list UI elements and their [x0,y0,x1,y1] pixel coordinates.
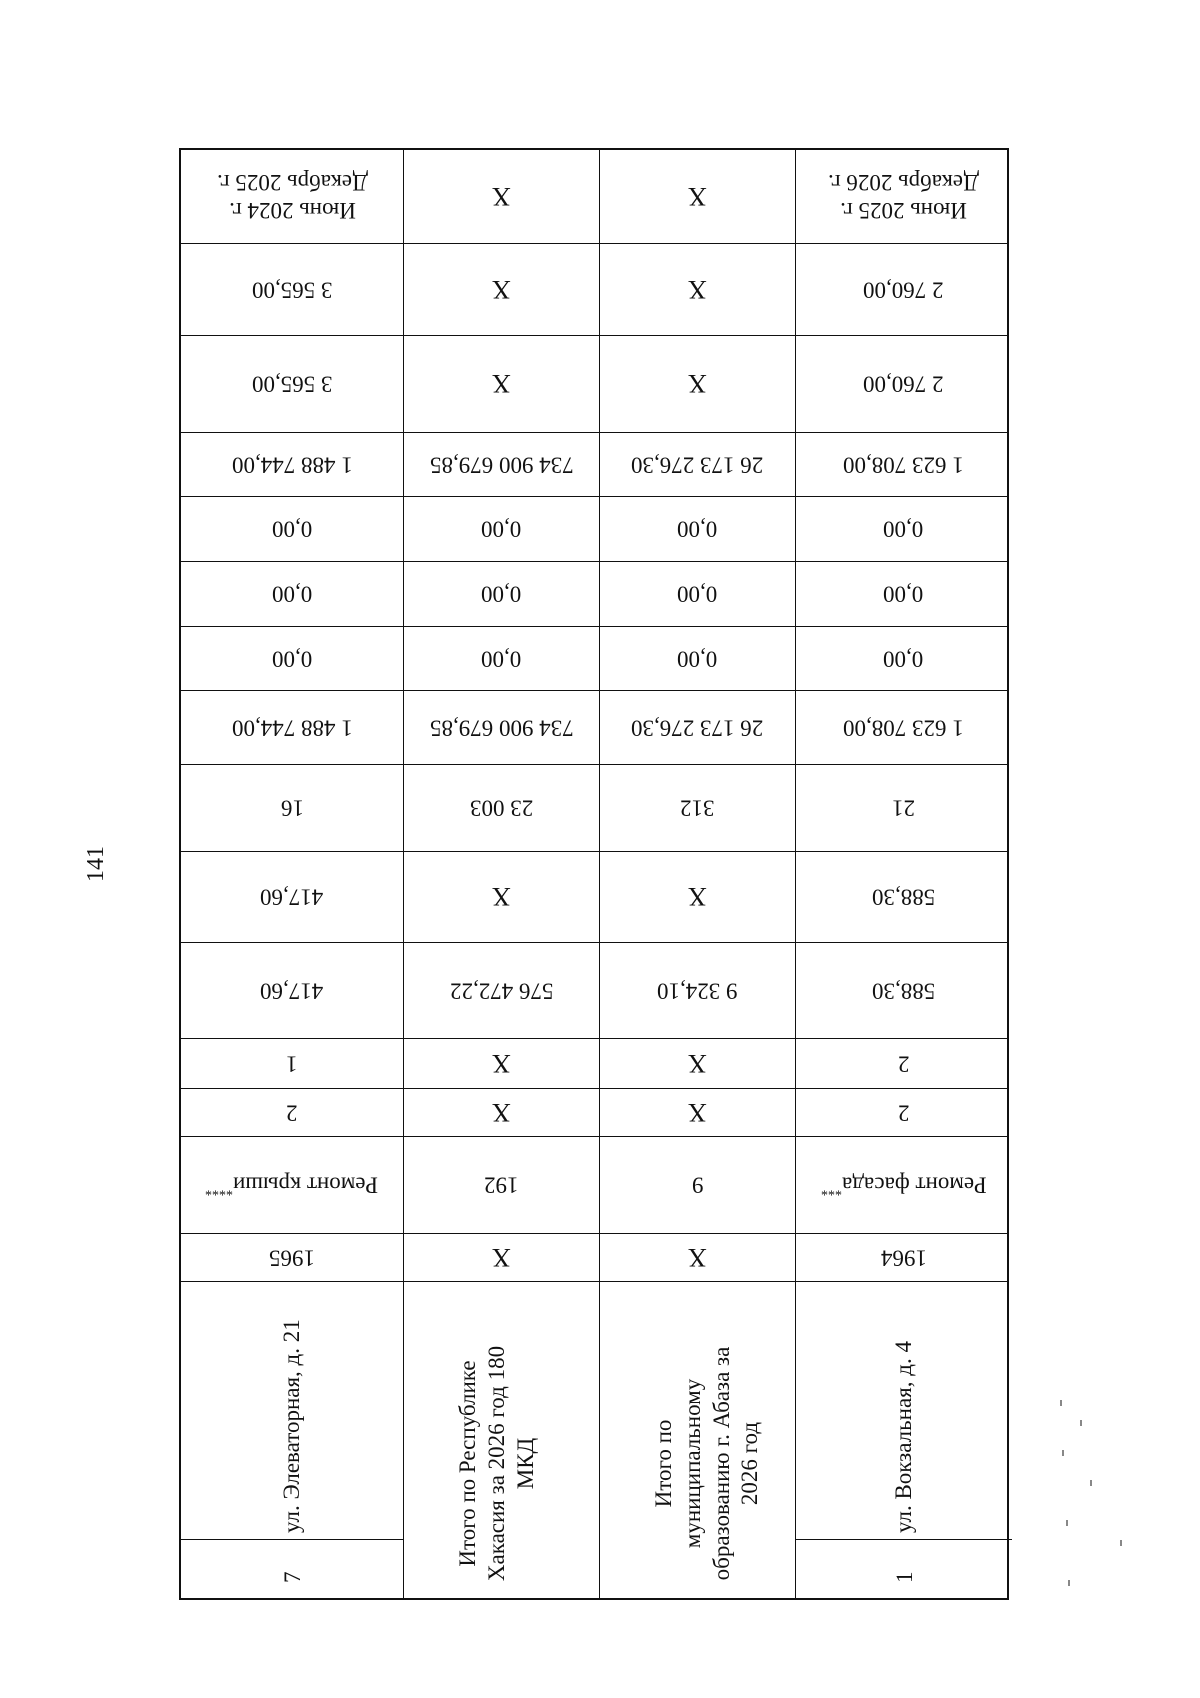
cost-zero-1-value: 0,00 [481,516,522,542]
table-cell [181,336,403,432]
work-type-label: 9 [691,1172,704,1198]
col-a-value: X [492,1098,511,1128]
table-cell [181,562,403,626]
table-cell [795,1089,1011,1136]
work-type-label: Ремонт крыши [233,1172,379,1198]
table-cell [181,1282,403,1598]
col-b-value: X [688,1049,707,1079]
table-cell [403,497,599,561]
table-cell [181,627,403,690]
cost-zero-3-value: 0,00 [883,646,924,672]
cost-total-value: 1 623 708,00 [843,452,964,478]
table-cell [599,1234,795,1281]
footnote-mark: *** [820,1182,842,1198]
cost-total-value: 26 173 276,30 [631,452,764,478]
table-band-area-1 [181,942,1007,1038]
table-band-work-type [181,1136,1007,1233]
residents-value: 21 [892,795,915,821]
table-cell [795,244,1011,335]
cost-zero-2-value: 0,00 [883,581,924,607]
work-type-label: Ремонт фасада [841,1172,987,1198]
table-cell [181,691,403,764]
page-number: 141 [83,846,109,882]
table-cell [795,765,1011,851]
table-cell [599,150,795,243]
table-cell [403,627,599,690]
cost-zero-1-value: 0,00 [271,516,313,542]
table-band-year [181,1233,1007,1281]
cost-zero-2-value: 0,00 [677,581,718,607]
table-cell [599,244,795,335]
residents-value: 312 [680,795,715,821]
table-cell [795,627,1011,690]
table-cell [599,336,795,432]
period-start: Июнь 2024 г. [228,198,356,224]
table-cell [599,627,795,690]
table-cell [795,691,1011,764]
table-cell [795,336,1011,432]
cost-zero-2-value: 0,00 [481,581,522,607]
table-cell [599,562,795,626]
year-value: X [492,1243,511,1273]
table-cell [795,852,1011,942]
table-cell [599,497,795,561]
table-cell [795,150,1011,243]
year-value: 1964 [880,1245,927,1271]
period-end: Декабрь 2026 г. [828,170,979,196]
area-2-value: 417,60 [260,884,324,910]
cost-total-value: 734 900 679,85 [429,452,574,478]
table-cell [181,150,403,243]
area-1-value: 576 472,22 [449,978,554,1004]
period-text [217,169,368,224]
period-start: X [688,182,707,212]
col-b-value: 1 [286,1051,298,1077]
table-cell [403,1089,599,1136]
table-cell [403,1039,599,1088]
table-cell [181,1137,403,1233]
period-end: Декабрь 2025 г. [216,170,368,196]
table-cell [795,433,1011,496]
area-2-value: X [688,882,707,912]
unit-cost-2-value: X [688,275,707,305]
table-cell [403,562,599,626]
residents-value: 23 003 [469,795,534,821]
unit-cost-2-value: 2 760,00 [863,277,944,303]
table-cell [403,852,599,942]
col-b-value: X [492,1049,511,1079]
table-band-cost-zero-3 [181,626,1007,690]
table-band-period [181,150,1007,243]
area-1-value: 417,60 [260,978,324,1004]
table-cell [181,1234,403,1281]
col-b-value: 2 [897,1051,910,1077]
area-1-value: 9 324,10 [657,978,738,1004]
work-type [821,1171,987,1199]
table-cell [599,1282,795,1598]
unit-cost-1-value: 2 760,00 [863,371,944,397]
cost-zero-1-value: 0,00 [883,516,924,542]
table-band-area-2 [181,851,1007,942]
scan-artifacts [1050,1390,1140,1600]
unit-cost-1-value: X [492,369,511,399]
work-type [692,1171,704,1199]
table-band-residents [181,764,1007,851]
residents-value: 16 [280,795,304,821]
table-cell [403,433,599,496]
table-band-cost-zero-1 [181,496,1007,561]
period-text [688,181,707,212]
footnote-mark: **** [205,1182,234,1198]
table-band-unit-cost-2 [181,243,1007,335]
address-text: Итого по муниципальному образованию г. Абаза за 2026 год [651,1346,763,1581]
address-text: Итого по Республике Хакасия за 2026 год 180 МКД [455,1345,538,1582]
col-a-value: X [688,1098,707,1128]
table-cell [599,765,795,851]
table-band-cost-total-2 [181,690,1007,764]
cost-total-value: 1 488 744,00 [231,452,353,478]
table-cell [795,497,1011,561]
col-a-value: 2 [286,1100,298,1126]
table-cell [403,150,599,243]
work-type [205,1171,378,1199]
cost-total-2-value: 1 623 708,00 [843,715,964,741]
table-cell [599,943,795,1038]
address-text: ул. Элеваторная, д. 21 [279,1319,304,1533]
table-cell [599,852,795,942]
table-cell [599,1039,795,1088]
table-cell [181,497,403,561]
cost-total-2-value: 26 173 276,30 [631,715,764,741]
unit-cost-1-value: X [688,369,707,399]
table-band-col-a [181,1088,1007,1136]
work-type [484,1171,519,1199]
table-cell [181,1089,403,1136]
table-cell [181,244,403,335]
area-2-value: 588,30 [871,884,936,910]
table-cell [181,433,403,496]
unit-cost-1-value: 3 565,00 [251,371,333,397]
table-cell [795,1039,1011,1088]
area-1-value: 588,30 [871,978,936,1004]
row-number: 1 [892,1571,917,1583]
table-cell [599,1137,795,1233]
table-cell [795,1234,1011,1281]
cost-zero-3-value: 0,00 [677,646,718,672]
address-text: ул. Вокзальная, д. 4 [891,1341,916,1533]
table-band-cost-zero-2 [181,561,1007,626]
cost-zero-1-value: 0,00 [677,516,718,542]
cost-zero-3-value: 0,00 [271,646,313,672]
table-band-cost-total [181,432,1007,496]
table-cell [181,765,403,851]
cost-zero-2-value: 0,00 [271,581,313,607]
col-a-value: 2 [897,1100,910,1126]
table-cell [181,1039,403,1088]
table-cell [403,1137,599,1233]
year-value: 1965 [269,1245,315,1271]
work-type-label: 192 [484,1172,519,1198]
table-cell [599,433,795,496]
unit-cost-2-value: 3 565,00 [251,277,333,303]
table-band-unit-cost-1 [181,335,1007,432]
table-cell [599,691,795,764]
area-2-value: X [492,882,511,912]
period-start: Июнь 2025 г. [840,198,967,224]
table-cell [181,852,403,942]
table-cell [403,244,599,335]
table-band-col-b [181,1038,1007,1088]
table-cell [795,943,1011,1038]
table-cell [181,943,403,1038]
table-cell [403,691,599,764]
unit-cost-2-value: X [492,275,511,305]
row-number-divider [796,1539,1012,1540]
period-start: X [492,182,511,212]
table-band-address [181,1281,1007,1598]
table-cell [795,562,1011,626]
row-number-divider [181,1539,403,1540]
table-cell [795,1137,1011,1233]
period-text [828,169,979,224]
table-cell [403,943,599,1038]
cost-total-2-value: 734 900 679,85 [429,715,574,741]
rotated-data-table [179,148,1009,1600]
table-cell [403,1234,599,1281]
row-number: 7 [280,1571,305,1583]
table-cell [403,336,599,432]
year-value: X [688,1243,707,1273]
cost-total-2-value: 1 488 744,00 [231,715,353,741]
table-cell [599,1089,795,1136]
table-cell [795,1282,1011,1598]
cost-zero-3-value: 0,00 [481,646,522,672]
table-cell [403,765,599,851]
period-text [492,181,511,212]
table-cell [403,1282,599,1598]
